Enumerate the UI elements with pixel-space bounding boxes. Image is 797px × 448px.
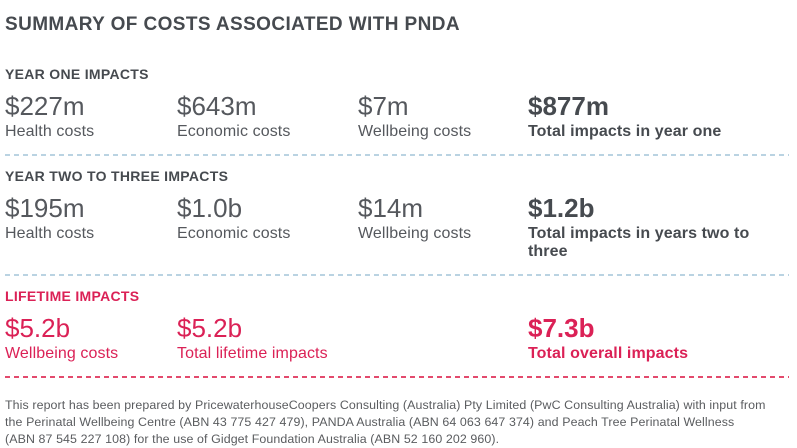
dashed-separator [5, 376, 789, 378]
cost-label: Total impacts in years two to three [528, 225, 750, 260]
section-heading: YEAR ONE IMPACTS [5, 66, 149, 82]
cost-label: Wellbeing costs [358, 123, 472, 140]
cost-label: Total overall impacts [528, 345, 689, 362]
cost-value: $5.2b [177, 313, 243, 343]
page-title: SUMMARY OF COSTS ASSOCIATED WITH PNDA [5, 14, 460, 35]
cost-item [177, 195, 358, 261]
section [5, 276, 789, 378]
sections [5, 54, 789, 378]
cost-value: $5.2b [5, 313, 71, 343]
section [5, 156, 789, 276]
cost-item [358, 93, 528, 141]
cost-item [528, 195, 789, 261]
section-heading: YEAR TWO TO THREE IMPACTS [5, 168, 229, 184]
cost-item [5, 315, 177, 363]
footer-text: This report has been prepared by PricewaterhouseCoopers Consulting (Australia) Pty Limited (PwC Consulting Australia) with input from the Perinatal Wellbeing Centre (ABN 43 775 427 479), PANDA Australia (ABN 64 063 647 374) and Peach Tree Perinatal Wellness (ABN 87 545 227 108) for the use of Gidget Foundation Australia (ABN 52 160 202 960). [5, 398, 766, 446]
cost-value: $227m [5, 91, 85, 121]
cost-item [5, 93, 177, 141]
cost-item [5, 195, 177, 261]
cost-grid [5, 315, 789, 363]
cost-value: $7.3b [528, 313, 595, 343]
cost-value: $1.2b [528, 193, 595, 223]
cost-value: $877m [528, 91, 609, 121]
cost-item [177, 315, 358, 363]
section [5, 54, 789, 156]
cost-item [528, 315, 789, 363]
section-heading: LIFETIME IMPACTS [5, 288, 140, 304]
cost-item [528, 93, 789, 141]
cost-label: Health costs [5, 123, 95, 140]
cost-label: Economic costs [177, 123, 291, 140]
cost-value: $643m [177, 91, 257, 121]
cost-label: Total lifetime impacts [177, 345, 328, 362]
cost-grid [5, 93, 789, 141]
cost-label: Economic costs [177, 225, 291, 242]
cost-value: $1.0b [177, 193, 243, 223]
cost-item [177, 93, 358, 141]
cost-label: Health costs [5, 225, 95, 242]
cost-value: $7m [358, 91, 409, 121]
cost-label: Wellbeing costs [5, 345, 119, 362]
cost-value: $14m [358, 193, 424, 223]
cost-grid [5, 195, 789, 261]
cost-label: Total impacts in year one [528, 123, 722, 140]
cost-item [358, 195, 528, 261]
cost-value: $195m [5, 193, 85, 223]
cost-label: Wellbeing costs [358, 225, 472, 242]
